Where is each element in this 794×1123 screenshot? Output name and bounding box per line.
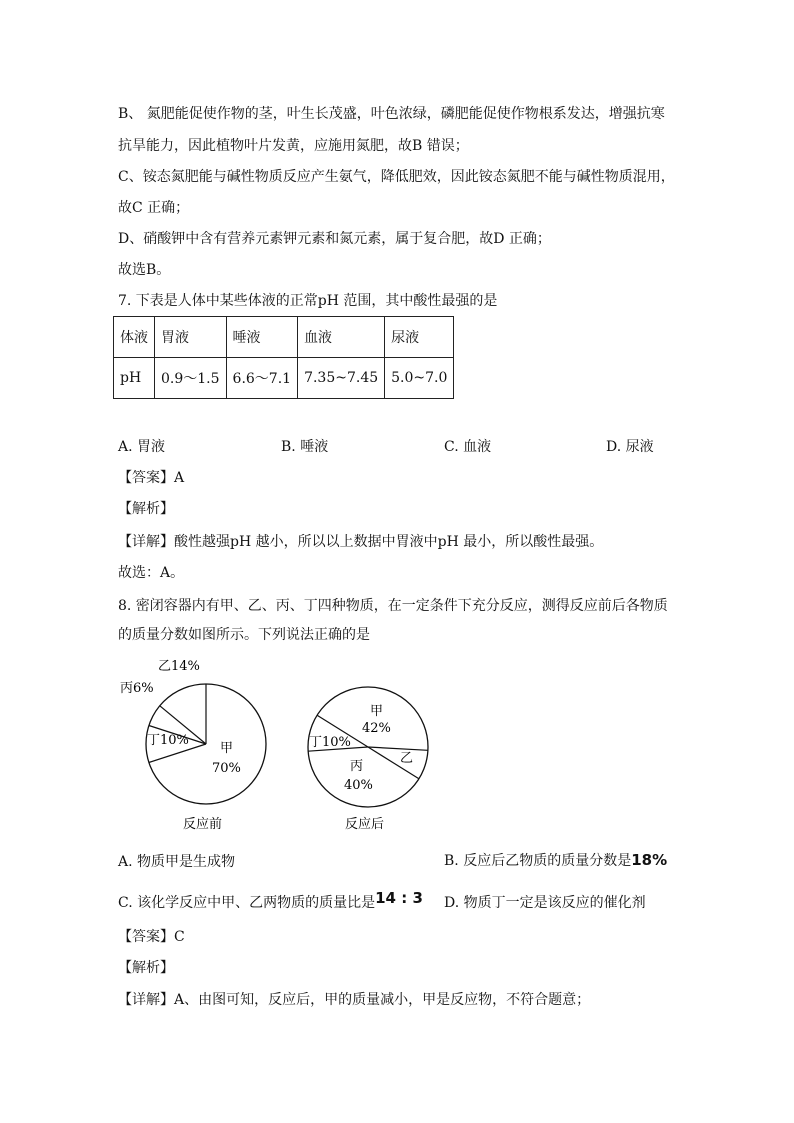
q7-option-a: A. 胃液 <box>118 439 166 455</box>
table-cell: 尿液 <box>385 317 454 358</box>
pie-after-label-jia-value: 42% <box>362 721 391 736</box>
table-cell: 唾液 <box>226 317 298 358</box>
q8-answer: 【答案】C <box>118 929 185 945</box>
table-cell: 0.9～1.5 <box>155 358 227 399</box>
q7-option-d: D. 尿液 <box>606 439 654 455</box>
table-cell: pH <box>114 358 155 399</box>
pie-after-caption: 反应后 <box>345 817 385 832</box>
q8-option-c <box>118 889 423 913</box>
q8-option-c-text: C. 该化学反应中甲、乙两物质的质量比是 <box>118 895 376 911</box>
question-7: 7. 下表是人体中某些体液的正常pH 范围，其中酸性最强的是 <box>118 293 498 309</box>
question-8-line-2: 的质量分数如图所示。下列说法正确的是 <box>118 627 370 643</box>
table-cell: 胃液 <box>155 317 227 358</box>
q8-option-b-number: 18% <box>631 851 668 869</box>
table-row <box>114 358 454 399</box>
q8-option-a: A. 物质甲是生成物 <box>118 854 236 870</box>
q7-detail: 【详解】酸性越强pH 越小，所以以上数据中胃液中pH 最小，所以酸性最强。 <box>118 534 604 550</box>
pie-before-label-bing: 丙6% <box>120 681 154 696</box>
pie-after-label-bing-value: 40% <box>344 778 373 793</box>
table-cell: 6.6～7.1 <box>226 358 298 399</box>
pie-chart-after <box>300 650 440 835</box>
table-cell: 5.0~7.0 <box>385 358 454 399</box>
pie-after-label-bing: 丙 <box>350 759 364 774</box>
pie-chart-before <box>110 650 280 835</box>
q8-detail: 【详解】A、由图可知，反应后，甲的质量减小，甲是反应物，不符合题意； <box>118 992 591 1008</box>
q8-option-b-text: B. 反应后乙物质的质量分数是 <box>444 853 632 869</box>
line-choose-b: 故选B。 <box>118 262 171 278</box>
pie-before-label-yi: 乙14% <box>158 659 200 674</box>
table-cell: 体液 <box>114 317 155 358</box>
pie-after-label-yi: 乙 <box>400 751 414 766</box>
q8-option-b <box>444 850 667 871</box>
ph-table <box>113 316 454 399</box>
q7-option-c: C. 血液 <box>444 439 492 455</box>
table-cell: 血液 <box>298 317 385 358</box>
line-b-explanation-2: 抗旱能力，因此植物叶片发黄，应施用氮肥，故B 错误； <box>118 138 469 154</box>
line-c-explanation-1: C、铵态氮肥能与碱性物质反应产生氨气，降低肥效，因此铵态氮肥不能与碱性物质混用， <box>118 169 675 185</box>
pie-after-label-ding: 丁10% <box>309 735 351 750</box>
pie-before-label-ding: 丁10% <box>147 733 189 748</box>
line-c-explanation-2: 故C 正确； <box>118 200 190 216</box>
q7-analysis-heading: 【解析】 <box>118 501 174 517</box>
q7-option-b: B. 唾液 <box>281 439 329 455</box>
pie-before-label-jia-value: 70% <box>212 761 241 776</box>
pie-before-caption: 反应前 <box>183 817 223 832</box>
pie-slice-boundary <box>368 747 428 750</box>
table-cell: 7.35~7.45 <box>298 358 385 399</box>
question-8-line-1: 8. 密闭容器内有甲、乙、丙、丁四种物质，在一定条件下充分反应，测得反应前后各物质 <box>118 598 668 614</box>
pie-before-label-jia: 甲 <box>220 741 234 756</box>
q8-option-d: D. 物质丁一定是该反应的催化剂 <box>444 895 646 911</box>
q8-analysis-heading: 【解析】 <box>118 960 174 976</box>
line-d-explanation: D、硝酸钾中含有营养元素钾元素和氮元素，属于复合肥，故D 正确； <box>118 231 551 247</box>
line-b-explanation-1: B、 氮肥能促使作物的茎，叶生长茂盛，叶色浓绿，磷肥能促使作物根系发达，增强抗寒 <box>118 106 665 122</box>
pie-after-label-jia: 甲 <box>370 704 384 719</box>
table-row <box>114 317 454 358</box>
q8-option-c-number: 14 : 3 <box>375 889 423 907</box>
q7-choice: 故选：A。 <box>118 565 185 581</box>
q7-answer: 【答案】A <box>118 470 185 486</box>
